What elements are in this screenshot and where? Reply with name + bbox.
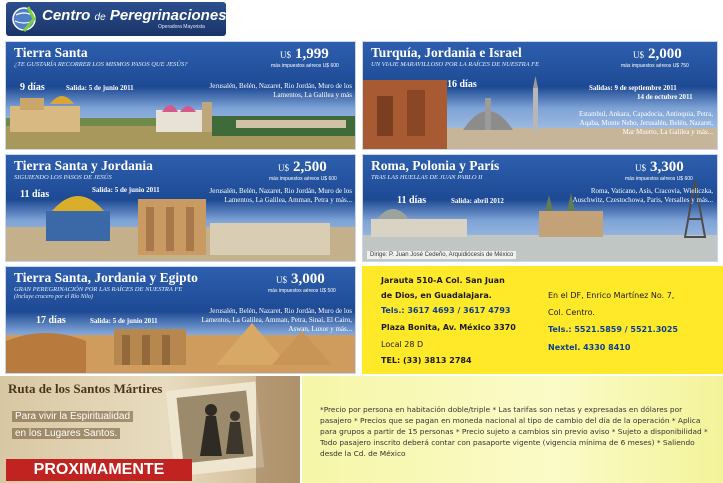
package-note: (Incluye crucero por el Río Nilo) — [14, 294, 93, 300]
contact-info-panel — [362, 266, 723, 374]
package-departure-alt: 14 de octubre 2011 — [637, 93, 693, 101]
package-title: Roma, Polonia y París — [371, 158, 500, 173]
gdl-local: Local 28 D — [381, 340, 424, 349]
package-price: U$ 1,999 — [280, 46, 329, 62]
terms-text: *Precio por persona en habitación doble/triple * Las tarifas son netas y expresadas en dólares por pasajero * Precios que se pagan en moneda nacional al tipo de cambio del día de la operación * Aplica para grupos a partir de 15 personas * Precio sujeto a cambios sin previo aviso * Sujeto a disponibilidad * Todo pasajero inscrito deberá contar con pasaporte vigente (vigencia mínima de 6 meses) * Saliendo desde la Cd. de México — [320, 405, 708, 458]
gdl-phone[interactable]: TEL: (33) 3813 2784 — [381, 356, 472, 365]
martires-tagline-line2: en los Lugares Santos. — [12, 428, 120, 439]
package-departure: Salida: 5 de junio 2011 — [90, 317, 158, 325]
brand-globe-icon — [10, 5, 38, 33]
gdl-address-line1: Jarauta 510-A Col. San Juan — [381, 276, 505, 285]
package-subtitle: UN VIAJE MARAVILLOSO POR LA RAÍCES DE NUESTRA FE — [371, 61, 540, 68]
package-days: 9 días — [20, 82, 45, 93]
df-nextel[interactable]: Nextel. 4330 8410 — [548, 343, 631, 352]
package-departure: Salidas: 9 de septiembre 2011 — [589, 84, 677, 92]
package-title: Tierra Santa y Jordania — [14, 158, 153, 173]
package-card-tierra-santa-jordania-egipto[interactable] — [5, 266, 356, 374]
package-cities: Roma, Vaticano, Asís, Cracovia, Wieliczka, Auschwitz, Czestochowa, Paris, Versalles y más... — [572, 187, 713, 204]
brand-name: Centro de Peregrinaciones — [42, 7, 227, 24]
coming-soon-badge: PROXIMAMENTE — [6, 459, 192, 481]
package-title: Tierra Santa, Jordania y Egipto — [14, 270, 198, 285]
package-subtitle: TRAS LAS HUELLAS DE JUAN PABLO II — [371, 174, 483, 181]
brand-logo[interactable] — [6, 2, 226, 36]
package-price: U$ 2,000 — [633, 46, 682, 62]
package-departure: Salida: abril 2012 — [451, 197, 504, 205]
package-cities: Jerusalén, Belén, Nazaret, Rio Jordán, Muro de los Lamentos, La Galilea y más — [209, 82, 352, 99]
package-days: 11 días — [397, 195, 427, 206]
package-card-roma-polonia-paris[interactable] — [362, 154, 718, 262]
martires-title: Ruta de los Santos Mártires — [8, 381, 163, 396]
terms-panel — [302, 376, 723, 483]
gdl-phones[interactable]: Tels.: 3617 4693 / 3617 4793 — [381, 306, 511, 315]
package-title: Turquía, Jordania e Israel — [371, 45, 522, 60]
df-address-line2: Col. Centro. — [548, 308, 595, 317]
package-price: U$ 2,500 — [278, 159, 327, 175]
package-days: 16 días — [447, 79, 477, 90]
package-subtitle: SIGUIENDO LOS PASOS DE JESÚS — [14, 174, 112, 181]
package-taxes: más impuestos aéreos U$ 500 — [268, 288, 336, 294]
package-subtitle: GRAN PEREGRINACIÓN POR LAS RAÍCES DE NUESTRA FE — [14, 286, 183, 293]
package-cities: Estambul, Ankara, Capadocia, Antioquia, Petra, Aqaba, Monte Nebo, Jerusalén, Belén, Nazaret, Mar Muerto, La Galilea y más... — [579, 110, 713, 136]
package-taxes: más impuestos aéreos U$ 750 — [621, 63, 689, 69]
martires-promo-banner[interactable] — [0, 376, 300, 483]
package-title: Tierra Santa — [14, 45, 88, 60]
gdl-address-line2: de Dios, en Guadalajara. — [381, 291, 492, 300]
package-taxes: más impuestos aéreos U$ 600 — [625, 176, 693, 182]
package-days: 11 días — [20, 189, 50, 200]
gdl-plaza-address: Plaza Bonita, Av. México 3370 — [381, 323, 516, 332]
package-price: U$ 3,000 — [276, 271, 325, 287]
package-subtitle: ¿TE GUSTARÍA RECORRER LOS MISMOS PASOS QUE JESÚS? — [14, 61, 188, 68]
df-phones[interactable]: Tels.: 5521.5859 / 5521.3025 — [548, 325, 678, 334]
page-header — [0, 0, 723, 40]
package-taxes: más impuestos aéreos U$ 600 — [269, 176, 337, 182]
package-taxes: más impuestos aéreos U$ 600 — [271, 63, 339, 69]
package-departure: Salida: 5 de junio 2011 — [92, 186, 160, 194]
package-card-tierra-santa[interactable] — [5, 41, 356, 150]
martires-tagline-line1: Para vivir la Espiritualidad — [12, 411, 133, 422]
package-departure: Salida: 5 de junio 2011 — [66, 84, 134, 92]
package-director-credit: Dirige: P. Juan José Cedeño, Arquidiócesis de México — [367, 251, 516, 259]
brand-tagline: Operadora Mayorista — [158, 24, 205, 30]
package-card-turquia-jordania-israel[interactable] — [362, 41, 718, 150]
package-cities: Jerusalén, Belén, Nazaret, Rio Jordán, Muro de los Lamentos, La Galilea, Amman, Petra y más... — [209, 187, 352, 204]
df-address-line1: En el DF, Enrico Martínez No. 7, — [548, 291, 675, 300]
package-days: 17 días — [36, 315, 66, 326]
package-card-tierra-santa-jordania[interactable] — [5, 154, 356, 262]
package-price: U$ 3,300 — [635, 159, 684, 175]
package-cities: Jerusalén, Belén, Nazaret, Rio Jordán, Muro de los Lamentos, La Galilea, Amman, Petra, Sinaí, El Cairo, Aswan, Luxor y más... — [201, 307, 352, 333]
